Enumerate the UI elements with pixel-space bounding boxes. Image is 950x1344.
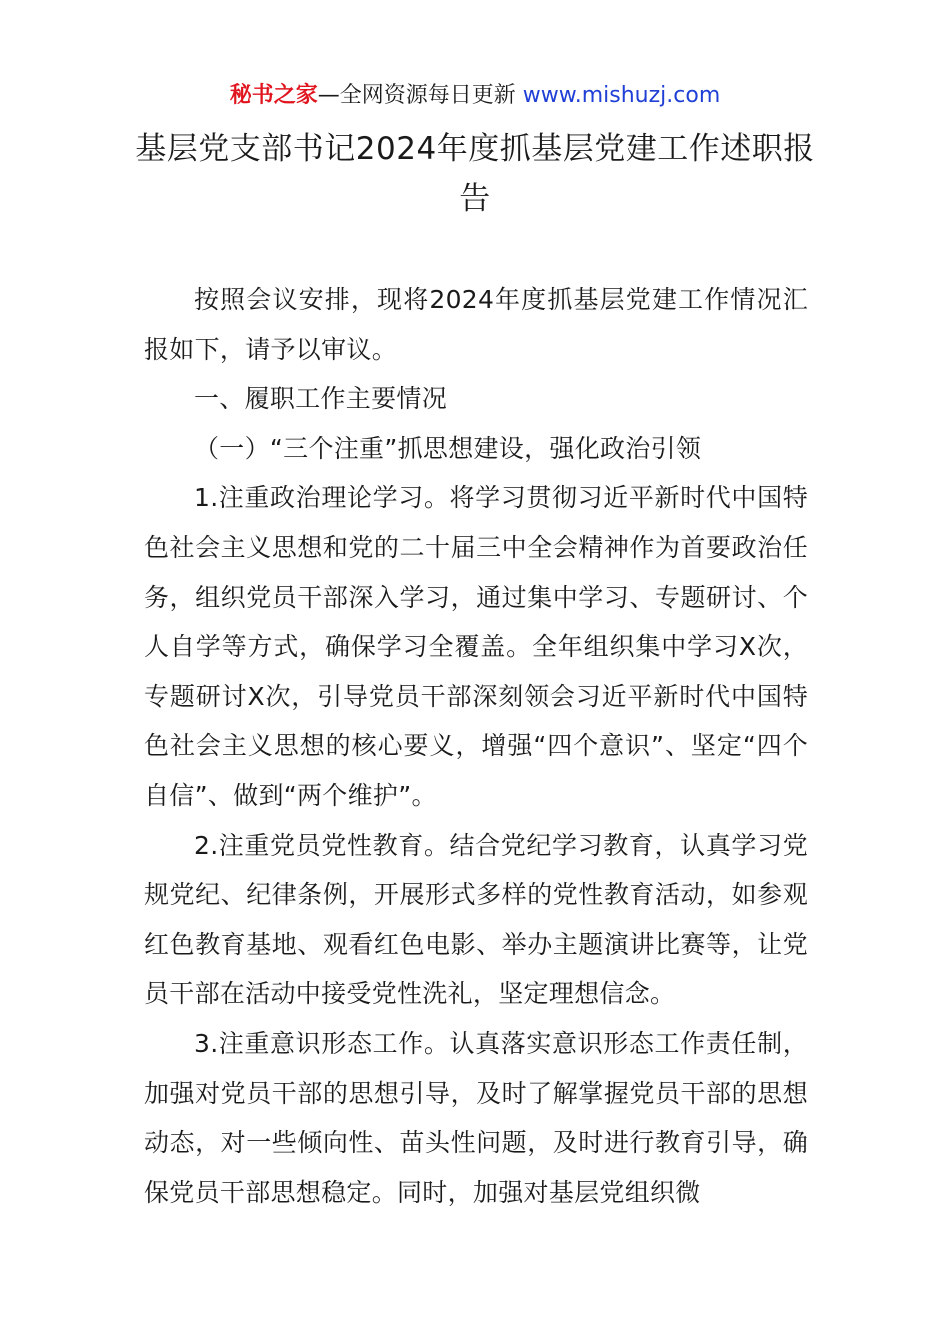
site-tagline: —全网资源每日更新 [317,83,523,108]
document-title: 基层党支部书记2024年度抓基层党建工作述职报告 [135,131,815,217]
document-body [144,275,808,1217]
body-paragraph: 3.注重意识形态工作。认真落实意识形态工作责任制，加强对党员干部的思想引导，及时了解掌握党员干部的思想动态，对一些倾向性、苗头性问题，及时进行教育引导，确保党员干部思想稳定。同时，加强对基层党组织微 [144,1028,808,1207]
section-heading: 一、履职工作主要情况 [194,384,448,414]
site-brand: 秘书之家 [229,83,318,108]
site-url-link[interactable]: www.mishuzj.com [522,83,721,108]
site-header [0,80,950,112]
subsection-heading: （一）“三个注重”抓思想建设，强化政治引领 [194,433,702,463]
body-paragraph: 2.注重党员党性教育。结合党纪学习教育，认真学习党规党纪、纪律条例，开展形式多样的党性教育活动，如参观红色教育基地、观看红色电影、举办主题演讲比赛等，让党员干部在活动中接受党性洗礼，坚定理想信念。 [144,830,808,1009]
body-paragraph: 1.注重政治理论学习。将学习贯彻习近平新时代中国特色社会主义思想和党的二十届三中全会精神作为首要政治任务，组织党员干部深入学习，通过集中学习、专题研讨、个人自学等方式，确保学习全覆盖。全年组织集中学习X次，专题研讨X次，引导党员干部深刻领会习近平新时代中国特色社会主义思想的核心要义，增强“四个意识”、坚定“四个自信”、做到“两个维护”。 [144,483,808,810]
intro-paragraph: 按照会议安排，现将2024年度抓基层党建工作情况汇报如下，请予以审议。 [144,285,808,364]
